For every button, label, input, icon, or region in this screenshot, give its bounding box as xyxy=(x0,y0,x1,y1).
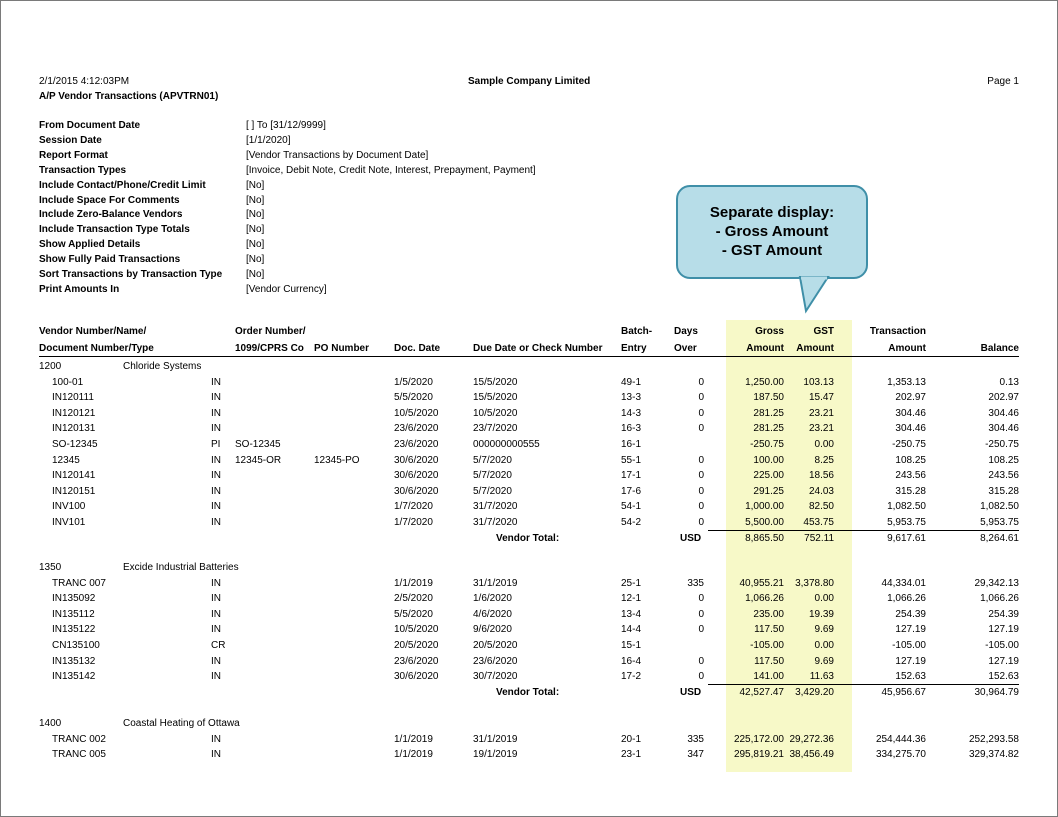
doc-type: IN xyxy=(211,454,221,466)
vendor-total-gst: 752.11 xyxy=(804,532,834,544)
balance-amount: 254.39 xyxy=(988,608,1019,620)
balance-amount: 5,953.75 xyxy=(980,517,1019,528)
doc-number: IN120131 xyxy=(52,423,96,435)
batch-entry: 14-4 xyxy=(621,624,642,636)
gst-amount: 82.50 xyxy=(808,501,834,513)
col-days-l2: Over xyxy=(674,343,697,354)
doc-number: IN135132 xyxy=(52,655,96,667)
transaction-amount: 202.97 xyxy=(895,392,926,404)
doc-type: IN xyxy=(211,624,221,636)
due-date: 31/7/2020 xyxy=(473,517,518,528)
col-vendor-l1: Vendor Number/Name/ xyxy=(39,326,147,337)
due-date: 31/7/2020 xyxy=(473,501,518,513)
col-batch-l1: Batch- xyxy=(621,326,653,337)
param-value: [1/1/2020] xyxy=(246,134,291,146)
days-over: 0 xyxy=(698,485,704,497)
report-datetime: 2/1/2015 4:12:03PM xyxy=(39,76,130,87)
vendor-number: 1400 xyxy=(39,718,62,729)
col-days-l1: Days xyxy=(674,326,698,337)
batch-entry: 23-1 xyxy=(621,749,642,761)
doc-number: IN120121 xyxy=(52,407,96,419)
balance-amount: -250.75 xyxy=(985,439,1019,450)
balance-amount: 127.19 xyxy=(988,624,1019,636)
due-date: 20/5/2020 xyxy=(473,640,518,651)
doc-number: TRANC 002 xyxy=(52,733,106,745)
transaction-amount: 1,353.13 xyxy=(887,376,926,388)
batch-entry: 17-2 xyxy=(621,671,642,683)
doc-number: CN135100 xyxy=(52,640,100,651)
gst-amount: 9.69 xyxy=(814,655,834,667)
doc-number: SO-12345 xyxy=(52,439,98,450)
gross-amount: 117.50 xyxy=(754,655,784,667)
due-date: 5/7/2020 xyxy=(473,485,512,497)
col-trans-l2: Amount xyxy=(888,343,926,354)
param-value: [Vendor Currency] xyxy=(246,283,327,295)
vendor-number: 1350 xyxy=(39,562,62,573)
days-over: 0 xyxy=(698,392,704,404)
param-label: Session Date xyxy=(39,134,102,146)
vendor-total-transaction: 9,617.61 xyxy=(887,532,926,544)
gross-amount: 187.50 xyxy=(753,392,784,404)
due-date: 4/6/2020 xyxy=(473,608,512,620)
doc-type: CR xyxy=(211,640,226,651)
gross-amount: -105.00 xyxy=(750,640,784,651)
doc-number: IN120141 xyxy=(52,470,96,482)
param-label: Transaction Types xyxy=(39,164,127,176)
gst-amount: 11.63 xyxy=(809,671,834,683)
days-over: 0 xyxy=(698,655,704,667)
gst-amount: 103.13 xyxy=(803,376,834,388)
gst-amount: 24.03 xyxy=(808,485,834,497)
transaction-amount: 1,066.26 xyxy=(887,593,926,605)
callout-line-3: - GST Amount xyxy=(721,242,823,259)
vendor-total-label: Vendor Total: xyxy=(496,686,560,698)
param-value: [No] xyxy=(246,179,265,191)
po-number: 12345-PO xyxy=(314,454,360,466)
due-date: 23/6/2020 xyxy=(473,655,518,667)
gross-amount: 225,172.00 xyxy=(733,733,784,745)
vendor-name: Coastal Heating of Ottawa xyxy=(123,718,240,729)
vendor-number: 1200 xyxy=(39,361,62,372)
col-po: PO Number xyxy=(314,343,370,354)
due-date: 31/1/2019 xyxy=(473,577,518,589)
transaction-amount: 315.28 xyxy=(895,485,926,497)
vendor-name: Chloride Systems xyxy=(123,361,202,372)
due-date: 19/1/2019 xyxy=(473,749,518,761)
order-number: SO-12345 xyxy=(235,439,281,450)
doc-date: 30/6/2020 xyxy=(394,454,439,466)
gst-amount: 29,272.36 xyxy=(789,733,834,745)
doc-number: 100-01 xyxy=(52,376,84,388)
gross-amount: 100.00 xyxy=(753,454,784,466)
param-value: [Invoice, Debit Note, Credit Note, Interest, Prepayment, Payment] xyxy=(246,164,536,176)
report-title: A/P Vendor Transactions (APVTRN01) xyxy=(39,91,219,102)
transaction-amount: 127.19 xyxy=(895,655,926,667)
gross-amount: 225.00 xyxy=(753,470,784,482)
doc-type: IN xyxy=(211,608,221,620)
col-due-date: Due Date or Check Number xyxy=(473,343,603,354)
days-over: 0 xyxy=(698,608,704,620)
param-label: Include Transaction Type Totals xyxy=(39,224,190,236)
doc-date: 1/7/2020 xyxy=(394,517,433,528)
param-label: From Document Date xyxy=(39,120,141,131)
gross-amount: 281.25 xyxy=(753,423,784,435)
transaction-amount: 1,082.50 xyxy=(887,501,926,513)
due-date: 31/1/2019 xyxy=(473,733,518,745)
param-value: [No] xyxy=(246,269,265,280)
col-gross-l2: Amount xyxy=(746,343,784,354)
days-over: 0 xyxy=(698,501,704,513)
doc-type: IN xyxy=(211,517,221,528)
gross-amount: -250.75 xyxy=(750,439,784,450)
transaction-amount: 108.25 xyxy=(895,454,926,466)
col-batch-l2: Entry xyxy=(621,343,647,354)
doc-type: IN xyxy=(211,376,221,388)
param-label: Include Zero-Balance Vendors xyxy=(39,209,183,221)
doc-type: PI xyxy=(211,439,221,450)
doc-date: 30/6/2020 xyxy=(394,671,439,683)
days-over: 0 xyxy=(698,624,704,636)
param-value: [No] xyxy=(246,239,265,251)
doc-date: 1/5/2020 xyxy=(394,376,433,388)
vendor-total-balance: 30,964.79 xyxy=(974,686,1019,698)
gross-amount: 291.25 xyxy=(753,485,784,497)
due-date: 1/6/2020 xyxy=(473,593,512,605)
transaction-amount: 243.56 xyxy=(895,470,926,482)
doc-type: IN xyxy=(211,485,221,497)
page-number: Page 1 xyxy=(987,76,1019,87)
balance-amount: 304.46 xyxy=(988,423,1019,435)
col-order-l1: Order Number/ xyxy=(235,326,306,337)
transaction-amount: 304.46 xyxy=(895,407,926,419)
gst-amount: 0.00 xyxy=(814,640,834,651)
callout-line-2: - Gross Amount xyxy=(715,223,829,240)
doc-date: 5/5/2020 xyxy=(394,608,433,620)
param-value: [No] xyxy=(246,254,265,266)
col-trans-l1: Transaction xyxy=(869,326,926,337)
col-gross-l1: Gross xyxy=(755,326,784,337)
param-value: [Vendor Transactions by Document Date] xyxy=(246,149,429,161)
param-label: Print Amounts In xyxy=(39,283,120,295)
balance-amount: 202.97 xyxy=(988,392,1019,404)
col-order-l2: 1099/CPRS Co xyxy=(235,343,304,354)
gross-amount: 1,250.00 xyxy=(745,376,784,388)
doc-date: 5/5/2020 xyxy=(394,392,433,404)
gst-amount: 9.69 xyxy=(814,624,834,636)
vendor-total-currency: USD xyxy=(680,686,702,698)
batch-entry: 13-3 xyxy=(621,392,642,404)
gst-amount: 8.25 xyxy=(814,454,834,466)
doc-date: 10/5/2020 xyxy=(394,407,439,419)
param-label: Sort Transactions by Transaction Type xyxy=(39,269,223,280)
batch-entry: 14-3 xyxy=(621,407,642,419)
doc-date: 1/1/2019 xyxy=(394,749,433,761)
col-doc-date: Doc. Date xyxy=(394,343,441,354)
due-date: 000000000555 xyxy=(473,439,540,450)
company-name: Sample Company Limited xyxy=(468,76,591,87)
doc-number: IN135092 xyxy=(52,593,96,605)
param-label: Include Space For Comments xyxy=(39,194,180,206)
days-over: 335 xyxy=(687,733,704,745)
batch-entry: 55-1 xyxy=(621,454,642,466)
due-date: 5/7/2020 xyxy=(473,454,512,466)
gross-amount: 1,066.26 xyxy=(745,593,784,605)
callout-pointer xyxy=(796,277,836,313)
balance-amount: 29,342.13 xyxy=(974,577,1019,589)
col-vendor-l2: Document Number/Type xyxy=(39,343,154,354)
doc-number: IN120151 xyxy=(52,485,96,497)
vendor-total-label: Vendor Total: xyxy=(496,532,560,544)
transaction-amount: 5,953.75 xyxy=(887,517,926,528)
due-date: 9/6/2020 xyxy=(473,624,512,636)
gross-amount: 235.00 xyxy=(753,608,784,620)
param-value: [No] xyxy=(246,194,265,206)
gst-amount: 0.00 xyxy=(814,593,834,605)
transaction-amount: 254.39 xyxy=(895,608,926,620)
doc-date: 10/5/2020 xyxy=(394,624,439,636)
gross-amount: 295,819.21 xyxy=(733,749,784,761)
header-underline xyxy=(39,356,1019,357)
doc-number: INV100 xyxy=(52,501,86,513)
transaction-amount: 152.63 xyxy=(895,671,926,683)
doc-number: INV101 xyxy=(52,517,86,528)
days-over: 0 xyxy=(698,423,704,435)
doc-type: IN xyxy=(211,392,221,404)
transaction-amount: 334,275.70 xyxy=(875,749,926,761)
param-value: [No] xyxy=(246,224,265,236)
vendor-total-balance: 8,264.61 xyxy=(980,532,1019,544)
col-gst-l2: Amount xyxy=(796,343,834,354)
doc-type: IN xyxy=(211,501,221,513)
gst-amount: 19.39 xyxy=(808,608,834,620)
due-date: 10/5/2020 xyxy=(473,407,518,419)
doc-date: 1/1/2019 xyxy=(394,577,433,589)
batch-entry: 54-2 xyxy=(621,517,642,528)
days-over: 0 xyxy=(698,376,704,388)
doc-type: IN xyxy=(211,733,221,745)
param-label: Show Fully Paid Transactions xyxy=(39,254,181,266)
days-over: 0 xyxy=(698,407,704,419)
vendor-name: Excide Industrial Batteries xyxy=(123,562,239,573)
doc-date: 20/5/2020 xyxy=(394,640,439,651)
vendor-total-gst: 3,429.20 xyxy=(795,686,834,698)
gst-amount: 23.21 xyxy=(808,407,834,419)
days-over: 347 xyxy=(687,749,704,761)
days-over: 335 xyxy=(687,577,704,589)
days-over: 0 xyxy=(698,454,704,466)
doc-number: 12345 xyxy=(52,454,80,466)
days-over: 0 xyxy=(698,671,704,683)
transaction-amount: -250.75 xyxy=(892,439,926,450)
due-date: 15/5/2020 xyxy=(473,376,518,388)
batch-entry: 16-1 xyxy=(621,439,642,450)
days-over: 0 xyxy=(698,470,704,482)
order-number: 12345-OR xyxy=(235,454,282,466)
doc-date: 30/6/2020 xyxy=(394,485,439,497)
balance-amount: 329,374.82 xyxy=(968,749,1019,761)
gross-amount: 281.25 xyxy=(753,407,784,419)
vendor-total-transaction: 45,956.67 xyxy=(881,686,926,698)
gst-amount: 3,378.80 xyxy=(795,577,834,589)
balance-amount: 243.56 xyxy=(988,470,1019,482)
gross-amount: 117.50 xyxy=(754,624,784,636)
balance-amount: 1,066.26 xyxy=(980,593,1019,605)
gross-amount: 141.00 xyxy=(753,671,784,683)
gst-amount: 23.21 xyxy=(808,423,834,435)
batch-entry: 25-1 xyxy=(621,577,642,589)
batch-entry: 15-1 xyxy=(621,640,642,651)
transaction-amount: -105.00 xyxy=(892,640,926,651)
transaction-amount: 44,334.01 xyxy=(881,577,926,589)
doc-date: 2/5/2020 xyxy=(394,593,433,605)
gst-amount: 453.75 xyxy=(803,517,834,528)
doc-number: IN135112 xyxy=(52,608,95,620)
param-label: Show Applied Details xyxy=(39,239,141,251)
balance-amount: 252,293.58 xyxy=(968,733,1019,745)
vendor-total-gross: 8,865.50 xyxy=(745,532,784,544)
balance-amount: 315.28 xyxy=(988,485,1019,497)
doc-type: IN xyxy=(211,593,221,605)
doc-number: TRANC 007 xyxy=(52,577,106,589)
balance-amount: 0.13 xyxy=(999,376,1019,388)
doc-type: IN xyxy=(211,423,221,435)
batch-entry: 17-6 xyxy=(621,485,642,497)
balance-amount: 152.63 xyxy=(988,671,1019,683)
due-date: 5/7/2020 xyxy=(473,470,512,482)
transaction-amount: 254,444.36 xyxy=(875,733,926,745)
batch-entry: 12-1 xyxy=(621,593,642,605)
balance-amount: 304.46 xyxy=(988,407,1019,419)
doc-number: IN135142 xyxy=(52,671,96,683)
doc-number: IN120111 xyxy=(52,392,94,404)
doc-date: 1/7/2020 xyxy=(394,501,433,513)
callout-line-1: Separate display: xyxy=(709,204,835,221)
doc-date: 23/6/2020 xyxy=(394,439,439,450)
gross-amount: 40,955.21 xyxy=(739,577,784,589)
batch-entry: 17-1 xyxy=(621,470,642,482)
doc-number: IN135122 xyxy=(52,624,96,636)
gst-amount: 0.00 xyxy=(814,439,834,450)
days-over: 0 xyxy=(698,593,704,605)
batch-entry: 54-1 xyxy=(621,501,642,513)
doc-number: TRANC 005 xyxy=(52,749,106,761)
doc-date: 23/6/2020 xyxy=(394,655,439,667)
transaction-amount: 304.46 xyxy=(895,423,926,435)
doc-type: IN xyxy=(211,749,221,761)
vendor-total-currency: USD xyxy=(680,532,702,544)
days-over: 0 xyxy=(698,517,704,528)
doc-date: 1/1/2019 xyxy=(394,733,433,745)
gst-amount: 18.56 xyxy=(808,470,834,482)
param-value: [No] xyxy=(246,209,265,221)
vendor-total-gross: 42,527.47 xyxy=(739,686,784,698)
col-balance: Balance xyxy=(980,343,1019,354)
balance-amount: 108.25 xyxy=(988,454,1019,466)
param-label: Include Contact/Phone/Credit Limit xyxy=(39,179,206,191)
callout-text xyxy=(676,203,868,260)
due-date: 15/5/2020 xyxy=(473,392,518,404)
doc-type: IN xyxy=(211,671,221,683)
batch-entry: 16-4 xyxy=(621,655,642,667)
total-rule xyxy=(708,530,1019,531)
transaction-amount: 127.19 xyxy=(895,624,926,636)
gross-amount: 5,500.00 xyxy=(745,517,784,528)
total-rule xyxy=(708,684,1019,685)
balance-amount: 127.19 xyxy=(988,655,1019,667)
doc-date: 23/6/2020 xyxy=(394,423,439,435)
batch-entry: 16-3 xyxy=(621,423,642,435)
batch-entry: 49-1 xyxy=(621,376,642,388)
balance-amount: -105.00 xyxy=(985,640,1019,651)
doc-date: 30/6/2020 xyxy=(394,470,439,482)
batch-entry: 13-4 xyxy=(621,608,642,620)
due-date: 30/7/2020 xyxy=(473,671,518,683)
param-label: Report Format xyxy=(39,149,108,161)
doc-type: IN xyxy=(211,470,221,482)
param-value: [ ] To [31/12/9999] xyxy=(246,120,326,131)
doc-type: IN xyxy=(211,655,221,667)
balance-amount: 1,082.50 xyxy=(980,501,1019,513)
due-date: 23/7/2020 xyxy=(473,423,518,435)
doc-type: IN xyxy=(211,407,221,419)
doc-type: IN xyxy=(211,577,221,589)
col-gst-l1: GST xyxy=(813,326,834,337)
batch-entry: 20-1 xyxy=(621,733,642,745)
gst-amount: 38,456.49 xyxy=(789,749,834,761)
gst-amount: 15.47 xyxy=(808,392,834,404)
gross-amount: 1,000.00 xyxy=(745,501,784,513)
